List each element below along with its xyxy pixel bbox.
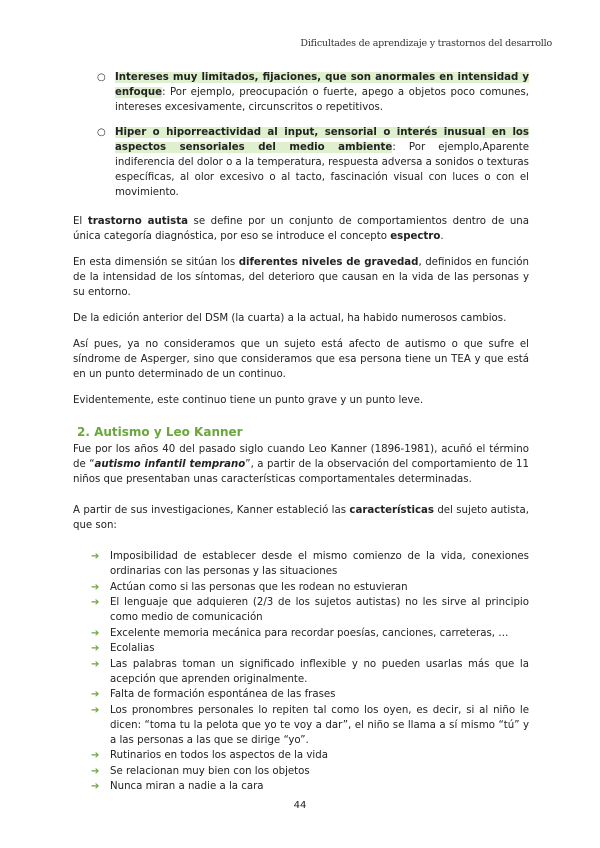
- arrow-right-icon: ➔: [91, 781, 100, 792]
- list-item: [73, 641, 529, 656]
- section-heading: 2. Autismo y Leo Kanner: [77, 425, 243, 439]
- bullet-text: : Por ejemplo, preocupación o fuerte, apego a objetos poco comunes, intereses excesivamente, circunscritos o repetitivos.: [115, 87, 529, 113]
- page-number: 44: [293, 800, 307, 811]
- list-item-text: Imposibilidad de establecer desde el mismo comienzo de la vida, conexiones ordinarias con las personas y las situaciones: [110, 551, 529, 577]
- list-item: [73, 748, 529, 763]
- list-item-text: Los pronombres personales lo repiten tal como los oyen, es decir, si al niño le dicen: “toma tu la pelota que yo te voy a dar”, el niño se llama a sí mismo “tú” y a las personas a las que se dirige “yo”.: [110, 704, 529, 746]
- list-item-text: Excelente memoria mecánica para recordar poesías, canciones, carreteras, …: [110, 627, 509, 639]
- running-header: Dificultades de aprendizaje y trastornos del desarrollo: [300, 38, 552, 49]
- arrow-right-icon: ➔: [91, 551, 100, 562]
- bullet-text: : Por ejemplo,Aparente indiferencia del dolor o a la temperatura, respuesta adversa a sonidos o texturas específicas, al olor excesivo o al tacto, fascinación visual con luces o con el movimiento.: [115, 142, 529, 198]
- arrow-right-icon: ➔: [91, 750, 100, 761]
- arrow-right-icon: ➔: [91, 658, 100, 670]
- list-item-text: El lenguaje que adquieren (2/3 de los sujetos autistas) no les sirve al principio como medio de comunicación: [110, 597, 529, 623]
- list-item-text: Las palabras toman un significado inflexible y no pueden usarlas más que la acepción que aprenden originalmente.: [110, 658, 529, 685]
- circle-bullet-icon: ○: [97, 127, 106, 138]
- bullet-bold: Hiper o hiporreactividad al input, sensorial o interés inusual en los aspectos sensoriales del medio ambiente: [115, 127, 529, 153]
- text: se define por un conjunto de comportamientos dentro de una única categoría diagnóstica, por eso se introduce el concepto: [73, 216, 529, 242]
- list-item: [73, 764, 529, 779]
- paragraph: [73, 442, 529, 487]
- arrow-right-icon: ➔: [91, 689, 100, 700]
- list-item: [73, 657, 529, 687]
- text: En esta dimensión se sitúan los: [73, 257, 239, 268]
- bold-text: espectro: [390, 231, 441, 242]
- paragraph: Así pues, ya no consideramos que un sujeto está afecto de autismo o que sufre el síndrome de Asperger, sino que consideramos que esa persona tiene un TEA y que está en un punto determinado de un continuo.: [73, 339, 529, 380]
- paragraph: [73, 503, 529, 533]
- arrow-right-icon: ➔: [91, 704, 100, 716]
- characteristics-list: [73, 549, 529, 794]
- list-item-text: Rutinarios en todos los aspectos de la vida: [110, 750, 328, 761]
- paragraph: De la edición anterior del DSM (la cuarta) a la actual, ha habido numerosos cambios.: [73, 313, 507, 324]
- page-content: [73, 70, 529, 795]
- bullet-bold: Intereses muy limitados, fijaciones, que son anormales en intensidad y enfoque: [115, 72, 529, 98]
- bold-italic-term: autismo infantil temprano: [94, 459, 246, 470]
- list-item-text: Falta de formación espontánea de las frases: [110, 689, 336, 700]
- text: A partir de sus investigaciones, Kanner estableció las: [73, 505, 350, 516]
- arrow-right-icon: ➔: [91, 643, 100, 654]
- sub-bullet: [73, 70, 529, 115]
- list-item-text: Ecolalias: [110, 643, 155, 654]
- text: , definidos en función de la intensidad de los síntomas, del deterioro que causan en la vida de las personas y su entorno.: [73, 257, 529, 298]
- paragraph: [73, 214, 529, 244]
- bold-text: trastorno autista: [87, 216, 188, 227]
- arrow-right-icon: ➔: [91, 581, 100, 593]
- list-item: [73, 626, 529, 641]
- list-item: [73, 779, 529, 794]
- list-item: [73, 703, 529, 748]
- list-item: [73, 549, 529, 579]
- text: del sujeto autista, que son:: [73, 505, 529, 531]
- list-item: [73, 580, 529, 595]
- paragraph: Evidentemente, este continuo tiene un punto grave y un punto leve.: [73, 395, 424, 406]
- text: Fue por los años 40 del pasado siglo cuando Leo Kanner (1896-1981), acuñó el término de “: [73, 444, 529, 470]
- text: El: [73, 216, 88, 227]
- list-item-text: Actúan como si las personas que les rodean no estuvieran: [110, 581, 408, 593]
- arrow-right-icon: ➔: [91, 627, 100, 639]
- arrow-right-icon: ➔: [91, 597, 100, 608]
- list-item-text: Se relacionan muy bien con los objetos: [110, 765, 310, 777]
- list-item: [73, 595, 529, 625]
- list-item: [73, 687, 529, 702]
- arrow-right-icon: ➔: [91, 765, 100, 777]
- bold-text: diferentes niveles de gravedad: [238, 257, 419, 268]
- list-item-text: Nunca miran a nadie a la cara: [110, 781, 264, 792]
- sub-bullet: [73, 125, 529, 200]
- text: ”, a partir de la observación del comportamiento de 11 niños que presentaban unas características comportamentales determinadas.: [73, 459, 529, 485]
- bold-text: características: [349, 505, 434, 516]
- paragraph: [73, 255, 529, 300]
- circle-bullet-icon: ○: [97, 72, 106, 83]
- text: .: [440, 231, 444, 242]
